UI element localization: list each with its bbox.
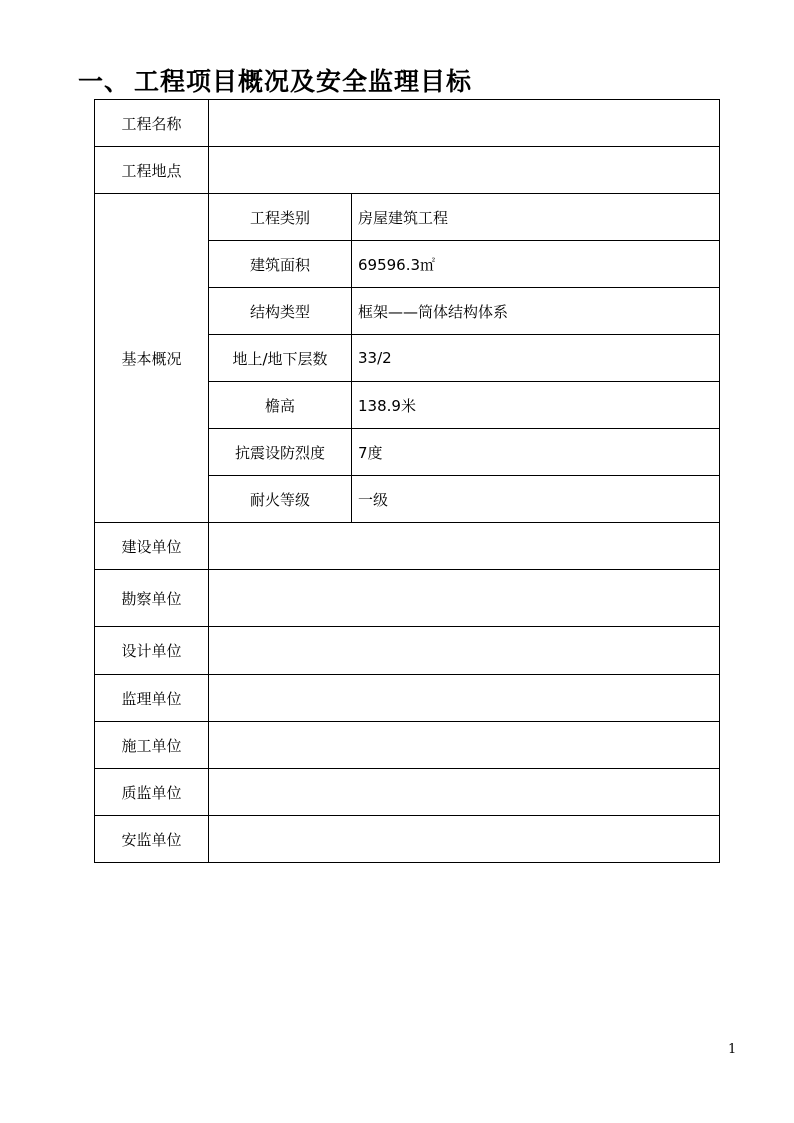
table-row xyxy=(95,722,720,769)
survey-unit-value xyxy=(209,570,720,627)
survey-unit-label: 勘察单位 xyxy=(95,570,209,627)
project-info-table xyxy=(94,99,720,863)
table-row xyxy=(95,570,720,627)
table-row xyxy=(95,627,720,675)
project-category-value: 房屋建筑工程 xyxy=(352,194,720,241)
page-number: 1 xyxy=(728,1042,737,1057)
seismic-intensity-label: 抗震设防烈度 xyxy=(209,429,352,476)
supervision-unit-value xyxy=(209,675,720,722)
safety-supervision-unit-label: 安监单位 xyxy=(95,816,209,863)
design-unit-value xyxy=(209,627,720,675)
project-name-value xyxy=(209,100,720,147)
quality-supervision-unit-label: 质监单位 xyxy=(95,769,209,816)
contractor-unit-label: 施工单位 xyxy=(95,722,209,769)
construction-owner-value xyxy=(209,523,720,570)
table-row xyxy=(95,816,720,863)
safety-supervision-unit-value xyxy=(209,816,720,863)
building-area-value: 69596.3㎡ xyxy=(352,241,720,288)
fire-rating-label: 耐火等级 xyxy=(209,476,352,523)
section-heading xyxy=(78,60,472,100)
floor-count-value: 33/2 xyxy=(352,335,720,382)
section-number: 一、 xyxy=(78,67,131,96)
floor-count-label: 地上/地下层数 xyxy=(209,335,352,382)
supervision-unit-label: 监理单位 xyxy=(95,675,209,722)
table-row xyxy=(95,147,720,194)
table-row xyxy=(95,194,720,241)
construction-owner-label: 建设单位 xyxy=(95,523,209,570)
design-unit-label: 设计单位 xyxy=(95,627,209,675)
table-row xyxy=(95,769,720,816)
project-location-label: 工程地点 xyxy=(95,147,209,194)
project-category-label: 工程类别 xyxy=(209,194,352,241)
contractor-unit-value xyxy=(209,722,720,769)
eave-height-value: 138.9米 xyxy=(352,382,720,429)
table-row xyxy=(95,675,720,722)
section-title: 工程项目概况及安全监理目标 xyxy=(134,67,473,96)
quality-supervision-unit-value xyxy=(209,769,720,816)
structure-type-value: 框架——筒体结构体系 xyxy=(352,288,720,335)
eave-height-label: 檐高 xyxy=(209,382,352,429)
project-name-label: 工程名称 xyxy=(95,100,209,147)
seismic-intensity-value: 7度 xyxy=(352,429,720,476)
table-row xyxy=(95,523,720,570)
fire-rating-value: 一级 xyxy=(352,476,720,523)
structure-type-label: 结构类型 xyxy=(209,288,352,335)
project-location-value xyxy=(209,147,720,194)
overview-label: 基本概况 xyxy=(95,194,209,523)
table-row xyxy=(95,100,720,147)
building-area-label: 建筑面积 xyxy=(209,241,352,288)
